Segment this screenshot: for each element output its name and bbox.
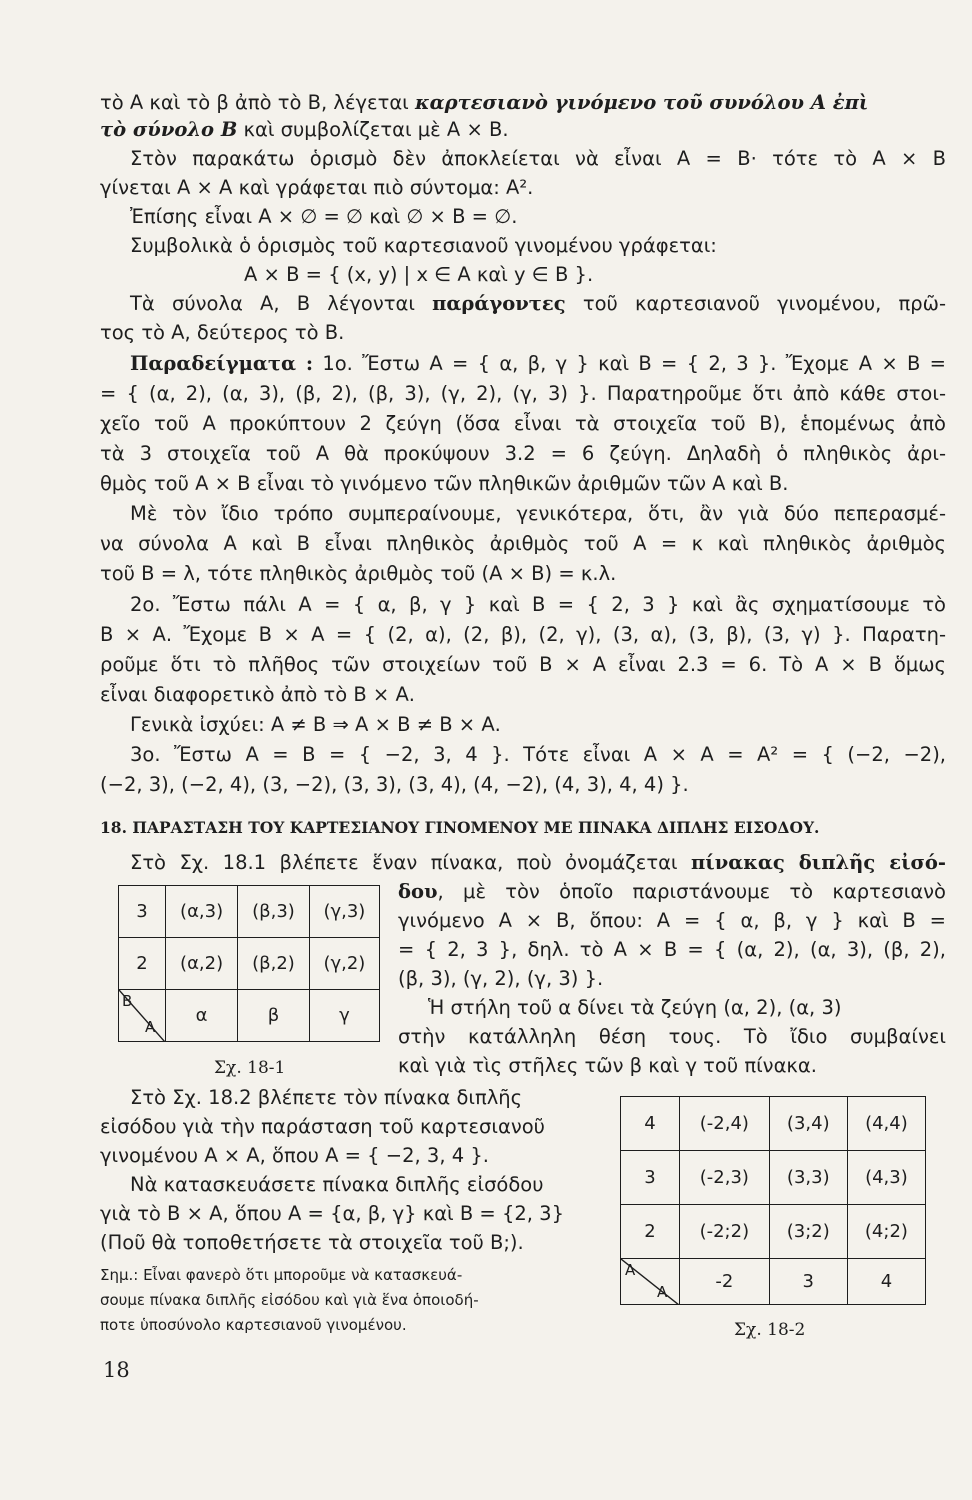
- table-row: [119, 938, 380, 990]
- table-cell: (3,3): [769, 1151, 847, 1205]
- figure-18-1-table: [118, 885, 380, 1042]
- text-line-6: Συμβολικὰ ὁ ὁρισμὸς τοῦ καρτεσιανοῦ γινομένου γράφεται:: [130, 234, 717, 257]
- examples-label: Παραδείγματα :: [130, 352, 314, 375]
- text-line-23: 3ο. Ἔστω Α = Β = { −2, 3, 4 }. Τότε εἶναι Α × Α = Α² = { (−2, −2),: [130, 743, 946, 766]
- text-line-4: γίνεται Α × Α καὶ γράφεται πιὸ σύντομα: Α².: [100, 176, 534, 199]
- text-run: τοῦ καρτεσιανοῦ γινομένου, πρῶ-: [565, 292, 946, 315]
- table-row: [119, 886, 380, 938]
- section-line-12: Νὰ κατασκευάσετε πίνακα διπλῆς εἰσόδου: [130, 1173, 544, 1196]
- text-line-10: [130, 351, 946, 377]
- table-cell: (4,3): [847, 1151, 925, 1205]
- table-cell: (γ,3): [309, 886, 379, 938]
- text-run: Τὰ σύνολα Α, Β λέγονται: [130, 292, 433, 315]
- column-header: 4: [847, 1259, 925, 1305]
- term-factors: παράγοντες: [432, 292, 566, 315]
- section-line-3: γινόμενο Α × Β, ὅπου: Α = { α, β, γ } καὶ Β =: [398, 909, 946, 932]
- text-line-17: τοῦ Β = λ, τότε πληθικὸς ἀριθμὸς τοῦ (Α × Β) = κ.λ.: [100, 562, 617, 585]
- term-cartesian-product: καρτεσιανὸ γινόμενο τοῦ συνόλου Α ἐπὶ: [414, 91, 869, 114]
- section-line-13: γιὰ τὸ Β × Α, ὅπου Α = {α, β, γ} καὶ Β = {2, 3}: [100, 1202, 564, 1225]
- table-cell: (3;2): [769, 1205, 847, 1259]
- section-line-8: καὶ γιὰ τὶς στῆλες τῶν β καὶ γ τοῦ πίνακα.: [398, 1054, 817, 1077]
- figure-18-2-table: [620, 1096, 926, 1305]
- section-heading: 18. ΠΑΡΑΣΤΑΣΗ ΤΟΥ ΚΑΡΤΕΣΙΑΝΟΥ ΓΙΝΟΜΕΝΟΥ ΜΕ ΠΙΝΑΚΑ ΔΙΠΛΗΣ ΕΙΣΟΔΟΥ.: [100, 818, 820, 837]
- section-line-4: = { 2, 3 }, δηλ. τὸ Α × Β = { (α, 2), (α, 3), (β, 2),: [398, 938, 946, 961]
- table-corner-cell: [621, 1259, 680, 1305]
- text-line-11: = { (α, 2), (α, 3), (β, 2), (β, 3), (γ, 2), (γ, 3) }. Παρατηροῦμε ὅτι ἀπὸ κάθε στοι-: [100, 382, 946, 405]
- table-cell: (-2;2): [680, 1205, 770, 1259]
- table-cell: (4,4): [847, 1097, 925, 1151]
- table-cell: (-2,3): [680, 1151, 770, 1205]
- table-cell: (α,3): [166, 886, 238, 938]
- text-run: 1ο. Ἔστω Α = { α, β, γ } καὶ Β = { 2, 3 }. Ἔχομε Α × Β =: [313, 352, 946, 375]
- page-number: 18: [103, 1358, 130, 1382]
- section-line-10: εἰσόδου γιὰ τὴν παράσταση τοῦ καρτεσιανοῦ: [100, 1115, 545, 1138]
- text-line-15: Μὲ τὸν ἴδιο τρόπο συμπεραίνουμε, γενικότερα, ὅτι, ἂν γιὰ δύο πεπερασμέ-: [130, 502, 946, 525]
- section-line-6: Ἡ στήλη τοῦ α δίνει τὰ ζεύγη (α, 2), (α, 3): [428, 996, 842, 1019]
- row-header: 2: [119, 938, 166, 990]
- note-line-2: σουμε πίνακα διπλῆς εἰσόδου καὶ γιὰ ἕνα ὁποιοδή-: [100, 1291, 479, 1309]
- term-double-entry-table: πίνακας διπλῆς εἰσό-: [690, 851, 947, 874]
- column-header: γ: [309, 990, 379, 1042]
- text-run: τὸ Α καὶ τὸ β ἀπὸ τὸ Β, λέγεται: [100, 91, 415, 114]
- table-row: [621, 1151, 926, 1205]
- section-line-11: γινομένου Α × Α, ὅπου Α = { −2, 3, 4 }.: [100, 1144, 489, 1167]
- section-line-14: (Ποῦ θὰ τοποθετήσετε τὰ στοιχεῖα τοῦ Β;).: [100, 1231, 524, 1254]
- text-line-21: εἶναι διαφορετικὸ ἀπὸ τὸ Β × Α.: [100, 683, 415, 706]
- section-line-5: (β, 3), (γ, 2), (γ, 3) }.: [398, 967, 604, 990]
- column-header: 3: [769, 1259, 847, 1305]
- text-line-5: Ἐπίσης εἶναι Α × ∅ = ∅ καὶ ∅ × Β = ∅.: [130, 205, 518, 228]
- text-line-9: τος τὸ Α, δεύτερος τὸ Β.: [100, 321, 345, 344]
- corner-row-label: B: [122, 992, 133, 1010]
- section-line-9: Στὸ Σχ. 18.2 βλέπετε τὸν πίνακα διπλῆς: [130, 1086, 523, 1109]
- table-corner-cell: [119, 990, 166, 1042]
- table-cell: (γ,2): [309, 938, 379, 990]
- text-line-8: [130, 291, 946, 317]
- table-cell: (3,4): [769, 1097, 847, 1151]
- formula-cartesian-definition: Α × Β = { (x, y) | x ∈ Α καὶ y ∈ Β }.: [244, 263, 594, 286]
- table-cell: (β,3): [238, 886, 310, 938]
- figure-18-1-caption: Σχ. 18-1: [214, 1058, 286, 1078]
- term-double-entry-table-end: δου: [398, 880, 438, 903]
- text-run: Στὸ Σχ. 18.1 βλέπετε ἕναν πίνακα, ποὺ ὀνομάζεται: [130, 851, 691, 874]
- text-line-24: (−2, 3), (−2, 4), (3, −2), (3, 3), (3, 4), (4, −2), (4, 3), 4, 4) }.: [100, 773, 689, 796]
- note-line-3: ποτε ὑποσύνολο καρτεσιανοῦ γινομένου.: [100, 1316, 407, 1334]
- text-line-22: Γενικὰ ἰσχύει: Α ≠ Β ⇒ Α × Β ≠ Β × Α.: [130, 713, 501, 736]
- row-header: 4: [621, 1097, 680, 1151]
- table-row: [621, 1097, 926, 1151]
- text-line-19: Β × Α. Ἔχομε Β × Α = { (2, α), (2, β), (2, γ), (3, α), (3, β), (3, γ) }. Παρατη-: [100, 623, 946, 646]
- corner-col-label: A: [145, 1018, 156, 1036]
- figure-18-2-caption: Σχ. 18-2: [734, 1320, 806, 1340]
- column-header: α: [166, 990, 238, 1042]
- table-row: [621, 1259, 926, 1305]
- text-line-18: 2ο. Ἔστω πάλι Α = { α, β, γ } καὶ Β = { 2, 3 } καὶ ἂς σχηματίσουμε τὸ: [130, 593, 946, 616]
- note-line-1: Σημ.: Εἶναι φανερὸ ὅτι μποροῦμε νὰ κατασκευά-: [100, 1266, 463, 1284]
- text-line-2: [100, 117, 946, 143]
- section-line-2: [398, 879, 946, 905]
- term-set-b: τὸ σύνολο Β: [100, 118, 238, 141]
- text-line-14: θμὸς τοῦ Α × Β εἶναι τὸ γινόμενο τῶν πληθικῶν ἀριθμῶν τῶν Α καὶ Β.: [100, 472, 789, 495]
- text-line-16: να σύνολα Α καὶ Β εἶναι πληθικὸς ἀριθμὸς τοῦ Α = κ καὶ πληθικὸς ἀριθμὸς: [100, 532, 946, 555]
- column-header: -2: [680, 1259, 770, 1305]
- table-row: [119, 990, 380, 1042]
- table-cell: (α,2): [166, 938, 238, 990]
- table-row: [621, 1205, 926, 1259]
- column-header: β: [238, 990, 310, 1042]
- text-line-12: χεῖο τοῦ Α προκύπτουν 2 ζεύγη (ὅσα εἶναι τὰ στοιχεῖα τοῦ Β), ἑπομένως ἀπὸ: [100, 412, 946, 435]
- table-cell: (4;2): [847, 1205, 925, 1259]
- text-line-1: [100, 90, 946, 116]
- text-line-3: Στὸν παρακάτω ὁρισμὸ δὲν ἀποκλείεται νὰ εἶναι Α = Β· τότε τὸ Α × Β: [130, 147, 946, 170]
- table-cell: (β,2): [238, 938, 310, 990]
- row-header: 3: [621, 1151, 680, 1205]
- section-line-1: [130, 850, 946, 876]
- corner-col-label: A: [657, 1283, 668, 1301]
- text-line-20: ροῦμε ὅτι τὸ πλῆθος τῶν στοιχείων τοῦ Β × Α εἶναι 2.3 = 6. Τὸ Α × Β ὅμως: [100, 653, 946, 676]
- section-line-7: στὴν κατάλληλη θέση τους. Τὸ ἴδιο συμβαίνει: [398, 1025, 946, 1048]
- text-run: καὶ συμβολίζεται μὲ Α × Β.: [237, 118, 509, 141]
- table-cell: (-2,4): [680, 1097, 770, 1151]
- corner-row-label: A: [625, 1261, 636, 1279]
- text-line-13: τὰ 3 στοιχεῖα τοῦ Α θὰ προκύψουν 3.2 = 6 ζεύγη. Δηλαδὴ ὁ πληθικὸς ἀρι-: [100, 442, 946, 465]
- row-header: 3: [119, 886, 166, 938]
- text-run: , μὲ τὸν ὁποῖο παριστάνουμε τὸ καρτεσιανὸ: [437, 880, 946, 903]
- row-header: 2: [621, 1205, 680, 1259]
